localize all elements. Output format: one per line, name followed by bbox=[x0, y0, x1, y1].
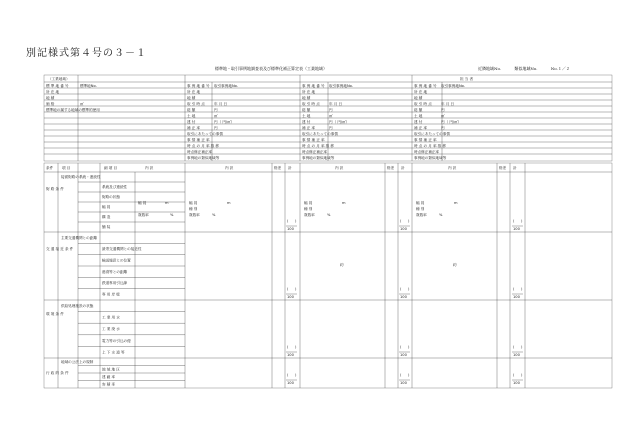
header-total-1: 計 bbox=[288, 166, 292, 170]
condition-administrative: 行 政 的 条 件 bbox=[46, 371, 69, 375]
case-row-label: 建 付 bbox=[414, 120, 423, 124]
condition-item: 供給処理施設の状態 bbox=[61, 304, 94, 308]
paren-close: ) bbox=[295, 345, 297, 349]
header-diff-2: 格差 bbox=[387, 166, 395, 170]
condition-environment: 環 境 条 件 bbox=[46, 312, 64, 316]
header-breakdown-3: 内 訳 bbox=[335, 166, 344, 170]
case-row-label: 建 付 bbox=[302, 120, 311, 124]
header-condition: 条件 bbox=[46, 166, 54, 170]
case-row-value: 円（ 円/㎡） bbox=[329, 120, 350, 124]
condition-item: 専 用 岸 壁 bbox=[102, 292, 120, 297]
paren-open: ( bbox=[513, 287, 515, 291]
hundred-label: 100 bbox=[513, 381, 520, 385]
case-extra-label: 事 情 補 正 率 bbox=[187, 138, 210, 142]
paren-close: ) bbox=[295, 373, 297, 377]
ratio-label: 約 bbox=[453, 263, 457, 267]
width-label: 幅 員 bbox=[189, 201, 198, 205]
paren-close: ) bbox=[295, 219, 297, 223]
header-total-2: 計 bbox=[401, 166, 405, 170]
case-extra-label: 事 情 補 正 率 bbox=[414, 138, 437, 142]
valuer-label: 担 当 者 bbox=[460, 77, 474, 81]
case-extra-label: 取引にあたっての事情 bbox=[414, 132, 450, 136]
paren-open: ( bbox=[287, 373, 289, 377]
case-extra-label: 事例地の類似地域等 bbox=[414, 156, 447, 160]
header-breakdown-1: 内 訳 bbox=[145, 166, 154, 170]
paren-close: ) bbox=[408, 373, 410, 377]
condition-item: 容 積 率 bbox=[102, 382, 116, 387]
pct-label: % bbox=[170, 213, 174, 217]
paren-open: ( bbox=[287, 219, 289, 223]
case-row-value: 円 bbox=[329, 108, 333, 112]
unit-m: m bbox=[165, 201, 169, 205]
case-row-label: 補 正 率 bbox=[302, 126, 316, 130]
unit-m: m bbox=[342, 201, 346, 205]
case-row-value: 円（ 円/㎡） bbox=[214, 120, 235, 124]
header-breakdown-2: 内 訳 bbox=[225, 166, 234, 170]
ratio-label: 約 bbox=[340, 263, 344, 267]
paren-open: ( bbox=[400, 373, 402, 377]
case-row-label: 補 正 率 bbox=[414, 126, 428, 130]
case-extra-label: 時点修正補正率 bbox=[414, 150, 440, 154]
header-diff-3: 格差 bbox=[499, 166, 507, 170]
case-row-value: 円 bbox=[441, 126, 445, 130]
condition-item: 主要交通機関との距離 bbox=[61, 235, 97, 240]
paren-open: ( bbox=[400, 345, 402, 349]
paren-open: ( bbox=[400, 287, 402, 291]
paren-close: ) bbox=[521, 219, 523, 223]
paren-close: ) bbox=[521, 287, 523, 291]
case-row-label: 土 地 bbox=[302, 114, 311, 118]
condition-item: 地域の公法上の規制 bbox=[61, 359, 94, 364]
condition-item: 幅 員 bbox=[102, 205, 111, 210]
case-extra-label: 時点修正補正率 bbox=[302, 150, 328, 154]
condition-item: 建 蔽 率 bbox=[102, 374, 116, 379]
case-row-value: 円（ 円/㎡） bbox=[441, 120, 462, 124]
standard-land-value: 標準地No. bbox=[80, 84, 97, 88]
condition-item: 地 域 地 区 bbox=[102, 367, 120, 372]
case-row-value: 年 月 日 bbox=[329, 102, 343, 106]
hundred-label: 100 bbox=[287, 295, 294, 299]
paren-open: ( bbox=[287, 287, 289, 291]
case-row-label: 取 引 時 点 bbox=[414, 102, 432, 106]
case-row-value: 円 bbox=[214, 108, 218, 112]
condition-item: 接面街路の系統・連続性 bbox=[61, 175, 101, 180]
condition-item: 系統及び連続性 bbox=[102, 185, 128, 190]
standard-land-label: 価 格 bbox=[46, 102, 55, 106]
case-row-label: 所 在 地 bbox=[302, 90, 316, 94]
case-extra-label: 時 点 の 月 率 推 移 bbox=[302, 144, 335, 148]
condition-item: 鉄道専用引込線 bbox=[102, 281, 128, 286]
form-heading: 標準地・取引事例地調査表及び標準化補正算定表（工業地域） bbox=[215, 66, 327, 71]
case-row-label: 土 地 bbox=[187, 114, 196, 118]
hundred-label: 100 bbox=[513, 227, 520, 231]
case-row-label: 所 在 地 bbox=[187, 90, 201, 94]
pct-label: % bbox=[439, 213, 443, 217]
case-row-value: 年 月 日 bbox=[441, 102, 455, 106]
type-label: 種 別 bbox=[416, 207, 425, 211]
case-row-label: 地 積 bbox=[302, 96, 311, 100]
case-row-value: 円 bbox=[329, 126, 333, 130]
condition-item: 最寄交通機関との接近性 bbox=[102, 247, 142, 252]
hundred-label: 100 bbox=[287, 353, 294, 357]
case-row-value: 円 bbox=[214, 126, 218, 130]
pct-label: % bbox=[212, 213, 216, 217]
condition-item: 輸送施設との位置 bbox=[102, 258, 131, 263]
case-row-label: 取 引 時 点 bbox=[187, 102, 205, 106]
hundred-label: 100 bbox=[287, 227, 294, 231]
unit-m: m bbox=[454, 201, 458, 205]
header-breakdown-4: 内 訳 bbox=[448, 166, 457, 170]
case-row-value: ㎡ bbox=[441, 114, 445, 118]
main-grid-frame bbox=[44, 163, 612, 388]
paren-close: ) bbox=[521, 373, 523, 377]
type-label: 種 別 bbox=[304, 207, 313, 211]
paren-close: ) bbox=[521, 345, 523, 349]
case-row-value: ㎡ bbox=[329, 114, 333, 118]
case-row-label: 土 地 bbox=[414, 114, 423, 118]
page-number: No.１／２ bbox=[550, 66, 570, 71]
case-extra-label: 取引にあたっての事情 bbox=[187, 132, 223, 136]
document-title: 別記様式第４号の３－１ bbox=[26, 48, 147, 59]
condition-item: 工 業 廃 水 bbox=[102, 327, 120, 332]
standard-land-label: 標 準 地 番 号 bbox=[46, 84, 69, 88]
pct-label: % bbox=[327, 213, 331, 217]
standard-land-value: ㎡ bbox=[80, 102, 84, 106]
header-total-3: 計 bbox=[513, 166, 517, 170]
hundred-label: 100 bbox=[400, 227, 407, 231]
width-label: 幅 員 bbox=[138, 201, 147, 205]
hundred-label: 100 bbox=[400, 353, 407, 357]
standard-land-label: 所 在 地 bbox=[46, 90, 60, 94]
paren-close: ) bbox=[408, 219, 410, 223]
case-row-label: 総 額 bbox=[414, 108, 423, 112]
condition-item: 工 業 用 水 bbox=[102, 315, 120, 320]
hundred-label: 100 bbox=[400, 295, 407, 299]
case-row-label: 所 在 地 bbox=[414, 90, 428, 94]
condition-item: 上 下 水 道 等 bbox=[102, 350, 125, 355]
case-row-label: 地 積 bbox=[187, 96, 196, 100]
case-row-value: 取引事例地No. bbox=[329, 84, 353, 88]
condition-item: 舗 装 bbox=[102, 225, 111, 230]
case-row-label: 事 例 地 番 号 bbox=[187, 84, 210, 88]
case-row-label: 事 例 地 番 号 bbox=[302, 84, 325, 88]
condition-item: 街路の状態 bbox=[102, 195, 120, 200]
header-subitem: 細 項 目 bbox=[104, 166, 118, 170]
case-row-value: ㎡ bbox=[214, 114, 218, 118]
condition-item: 港湾等との距離 bbox=[102, 269, 128, 274]
paren-open: ( bbox=[400, 219, 402, 223]
case-row-label: 補 正 率 bbox=[187, 126, 201, 130]
header-item: 項 目 bbox=[62, 166, 71, 170]
block-heading: （工業地域） bbox=[48, 77, 70, 81]
hundred-label: 100 bbox=[400, 381, 407, 385]
standard-land-label: 地 積 bbox=[46, 96, 55, 100]
paren-open: ( bbox=[513, 345, 515, 349]
case-extra-label: 時 点 の 月 率 推 移 bbox=[414, 144, 447, 148]
case-row-label: 建 付 bbox=[187, 120, 196, 124]
case-extra-label: 事例地の類似地域等 bbox=[187, 156, 220, 160]
header-diff-1: 格差 bbox=[274, 166, 282, 170]
paren-close: ) bbox=[295, 287, 297, 291]
paren-open: ( bbox=[513, 219, 515, 223]
case-extra-label: 事 情 補 正 率 bbox=[302, 138, 325, 142]
paren-open: ( bbox=[287, 345, 289, 349]
case-row-label: 総 額 bbox=[187, 108, 196, 112]
case-row-value: 年 月 日 bbox=[214, 102, 228, 106]
case-row-label: 事 例 地 番 号 bbox=[414, 84, 437, 88]
rate-label: 歳数率 bbox=[189, 213, 200, 217]
unit-m: m bbox=[227, 201, 231, 205]
case-row-value: 取引事例地No. bbox=[441, 84, 465, 88]
hundred-label: 100 bbox=[287, 381, 294, 385]
paren-close: ) bbox=[408, 345, 410, 349]
paren-open: ( bbox=[513, 373, 515, 377]
condition-item: 構 造 bbox=[102, 215, 111, 220]
hundred-label: 100 bbox=[513, 295, 520, 299]
case-extra-label: 時点修正補正率 bbox=[187, 150, 213, 154]
similar-region-no: 類似地域No. bbox=[514, 66, 538, 71]
case-extra-label: 事例地の類似地域等 bbox=[302, 156, 335, 160]
case-row-label: 総 額 bbox=[302, 108, 311, 112]
case-extra-label: 時 点 の 月 率 推 移 bbox=[187, 144, 220, 148]
width-label: 幅 員 bbox=[304, 201, 313, 205]
paren-close: ) bbox=[408, 287, 410, 291]
condition-item: 電力等の引込の便 bbox=[102, 338, 131, 343]
case-row-label: 取 引 時 点 bbox=[302, 102, 320, 106]
type-label: 種 別 bbox=[189, 207, 198, 211]
case-row-value: 取引事例地No. bbox=[214, 84, 238, 88]
condition-street: 街 路 条 件 bbox=[46, 187, 64, 191]
case-extra-label: 取引にあたっての事情 bbox=[302, 132, 338, 136]
rate-label: 歳数率 bbox=[416, 213, 427, 217]
hundred-label: 100 bbox=[513, 353, 520, 357]
width-label: 幅 員 bbox=[416, 201, 425, 205]
rate-label: 歳数率 bbox=[304, 213, 315, 217]
condition-traffic: 交 通 接 近 条 件 bbox=[46, 247, 74, 251]
case-row-label: 地 積 bbox=[414, 96, 423, 100]
case-row-value: 円 bbox=[441, 108, 445, 112]
neighborhood-no: 近隣地域No. bbox=[478, 66, 502, 71]
rate-label: 歳数率 bbox=[138, 213, 149, 217]
standard-land-label: 標準地の属する地域の標準的使用 bbox=[46, 108, 100, 112]
